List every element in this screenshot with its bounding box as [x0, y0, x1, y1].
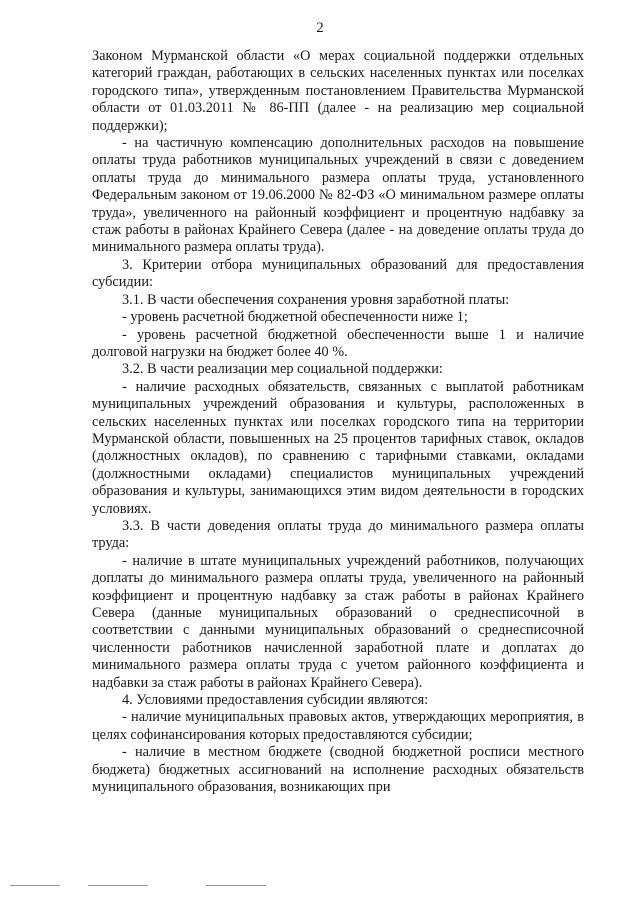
paragraph-3: 3. Критерии отбора муниципальных образований для предоставления субсидии: [92, 256, 584, 291]
paragraph-13: - наличие в местном бюджете (сводной бюджетной росписи местного бюджета) бюджетных ассигнований на исполнение расходных обязательств муниципального образования, возникающих при [92, 744, 584, 796]
paragraph-7: 3.2. В части реализации мер социальной поддержки: [122, 361, 443, 378]
document-body [92, 48, 584, 796]
footer-rule [88, 885, 148, 886]
paragraph-10: - наличие в штате муниципальных учреждений работников, получающих доплаты до минимального размера оплаты труда, увеличенного на районный коэффициент и процентную надбавку за стаж работы в районах Крайнего Севера (данные муниципальных образований о среднесписочной в соответствии с данными муниципальных образований о среднесписочной численности работников начисленной заработной плате и доплатах до минимального размера оплаты труда с учетом районного коэффициента и надбавки за стаж работы в районах Крайнего Севера). [92, 552, 584, 691]
paragraph-1: Законом Мурманской области «О мерах социальной поддержки отдельных категорий граждан, работающих в сельских населенных пунктах или поселках городского типа», утвержденным постановлением Правительства Мурманской области от 01.03.2011 № 86-ПП (далее - на реализацию мер социальной поддержки); [92, 48, 584, 134]
paragraph-12: - наличие муниципальных правовых актов, утверждающих мероприятия, в целях софинансирования которых предоставляются субсидии; [92, 709, 584, 743]
paragraph-8: - наличие расходных обязательств, связанных с выплатой работникам муниципальных учреждений образования и культуры, расположенных в сельских населенных пунктах или поселках городского типа на территории Мурманской области, повышенных на 25 процентов тарифных ставок, окладов (должностных окладов), по сравнению с тарифными ставками, окладами (должностными окладами) специалистов муниципальных учреждений образования и культуры, занимающихся этим видом деятельности в городских условиях. [92, 378, 584, 517]
paragraph-11: 4. Условиями предоставления субсидии являются: [122, 692, 429, 709]
paragraph-5: - уровень расчетной бюджетной обеспеченности ниже 1; [122, 309, 468, 326]
page-number: 2 [316, 20, 324, 36]
paragraph-2: - на частичную компенсацию дополнительных расходов на повышение оплаты труда работников муниципальных учреждений в связи с доведением оплаты труда до минимального размера оплаты труда, установленного Федеральным законом от 19.06.2000 № 82-ФЗ «О минимальном размере оплаты труда», увеличенного на районный коэффициент и процентную надбавку за стаж работы в районах Крайнего Севера (далее - на доведение оплаты труда до минимального размера оплаты труда). [92, 135, 584, 256]
footer-rule [206, 885, 266, 886]
paragraph-9: 3.3. В части доведения оплаты труда до минимального размера оплаты труда: [92, 517, 584, 552]
paragraph-6: - уровень расчетной бюджетной обеспеченности выше 1 и наличие долговой нагрузки на бюджет более 40 %. [92, 326, 584, 360]
footer-rule [10, 885, 60, 886]
paragraph-4: 3.1. В части обеспечения сохранения уровня заработной платы: [122, 291, 510, 308]
